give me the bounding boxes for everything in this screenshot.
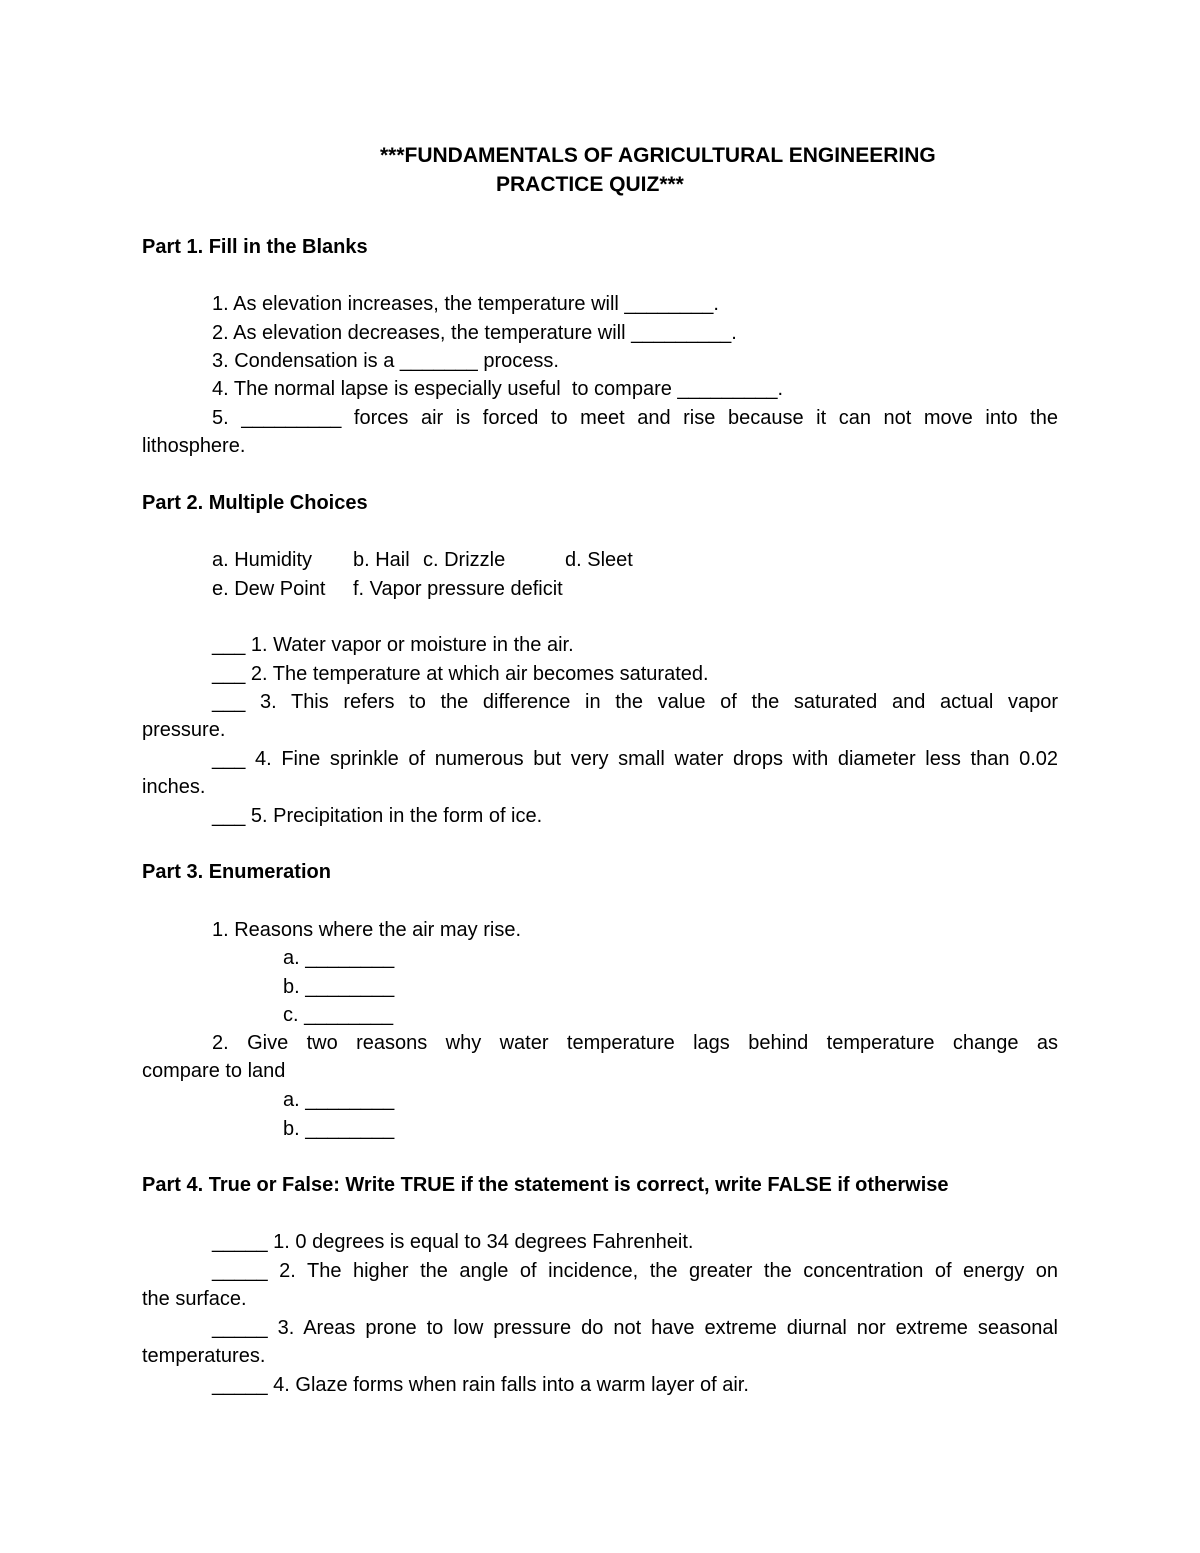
part4-q1: _____ 1. 0 degrees is equal to 34 degrees Fahrenheit.	[212, 1231, 694, 1253]
title-line-1: ***FUNDAMENTALS OF AGRICULTURAL ENGINEERING	[380, 144, 936, 167]
part2-q4-line-1: ___ 4. Fine sprinkle of numerous but very small water drops with diameter less than 0.02	[212, 748, 1058, 770]
part2-q5: ___ 5. Precipitation in the form of ice.	[212, 805, 543, 827]
part4-q2-line-1: _____ 2. The higher the angle of incidence, the greater the concentration of energy on	[212, 1260, 1058, 1282]
part1-item-5	[142, 404, 1058, 461]
choice-a: a. Humidity	[212, 549, 313, 571]
part3-q2-answer-b: b. ________	[283, 1118, 395, 1140]
choice-d: d. Sleet	[565, 549, 633, 571]
part3-q2-line-2: compare to land	[142, 1060, 286, 1083]
part2-q3-line-2: pressure.	[142, 719, 226, 742]
part3-heading: Part 3. Enumeration	[142, 861, 331, 883]
part1-item-4: 4. The normal lapse is especially useful to compare _________.	[212, 378, 784, 400]
part1-item-5-line-1: 5. _________ forces air is forced to meet and rise because it can not move into the	[212, 407, 1058, 429]
part3-q2	[142, 1029, 1058, 1086]
part4-q3-line-2: temperatures.	[142, 1345, 266, 1368]
part2-q4-line-2: inches.	[142, 776, 206, 799]
part2-q3	[142, 688, 1058, 745]
part4-q2	[142, 1257, 1058, 1314]
part3-q1-answer-a: a. ________	[283, 947, 395, 969]
choice-b: b. Hail	[353, 549, 410, 571]
part2-q4	[142, 745, 1058, 802]
part3-q2-answer-a: a. ________	[283, 1089, 395, 1111]
part3-q2-line-1: 2. Give two reasons why water temperature lags behind temperature change as	[212, 1032, 1058, 1054]
part1-item-3: 3. Condensation is a _______ process.	[212, 350, 559, 372]
part2-q3-line-1: ___ 3. This refers to the difference in the value of the saturated and actual vapor	[212, 691, 1058, 713]
part2-q2: ___ 2. The temperature at which air becomes saturated.	[212, 663, 709, 685]
part1-item-2: 2. As elevation decreases, the temperature will _________.	[212, 322, 737, 344]
part1-item-1: 1. As elevation increases, the temperature will ________.	[212, 293, 719, 315]
part2-q1: ___ 1. Water vapor or moisture in the air.	[212, 634, 574, 656]
part1-heading: Part 1. Fill in the Blanks	[142, 236, 368, 258]
choice-c: c. Drizzle	[423, 549, 506, 571]
part3-q1-answer-c: c. ________	[283, 1004, 394, 1026]
part4-q3	[142, 1314, 1058, 1371]
part2-heading: Part 2. Multiple Choices	[142, 492, 368, 514]
part3-q1: 1. Reasons where the air may rise.	[212, 919, 522, 941]
part1-item-5-line-2: lithosphere.	[142, 435, 246, 458]
part4-heading: Part 4. True or False: Write TRUE if the statement is correct, write FALSE if otherwise	[142, 1174, 949, 1196]
title-line-2: PRACTICE QUIZ***	[496, 173, 684, 196]
choice-e: e. Dew Point	[212, 578, 326, 600]
part4-q3-line-1: _____ 3. Areas prone to low pressure do not have extreme diurnal nor extreme seasonal	[212, 1317, 1058, 1339]
part3-q1-answer-b: b. ________	[283, 976, 395, 998]
part4-q4: _____ 4. Glaze forms when rain falls into a warm layer of air.	[212, 1374, 749, 1396]
choice-f: f. Vapor pressure deficit	[353, 578, 563, 600]
part4-q2-line-2: the surface.	[142, 1288, 247, 1311]
